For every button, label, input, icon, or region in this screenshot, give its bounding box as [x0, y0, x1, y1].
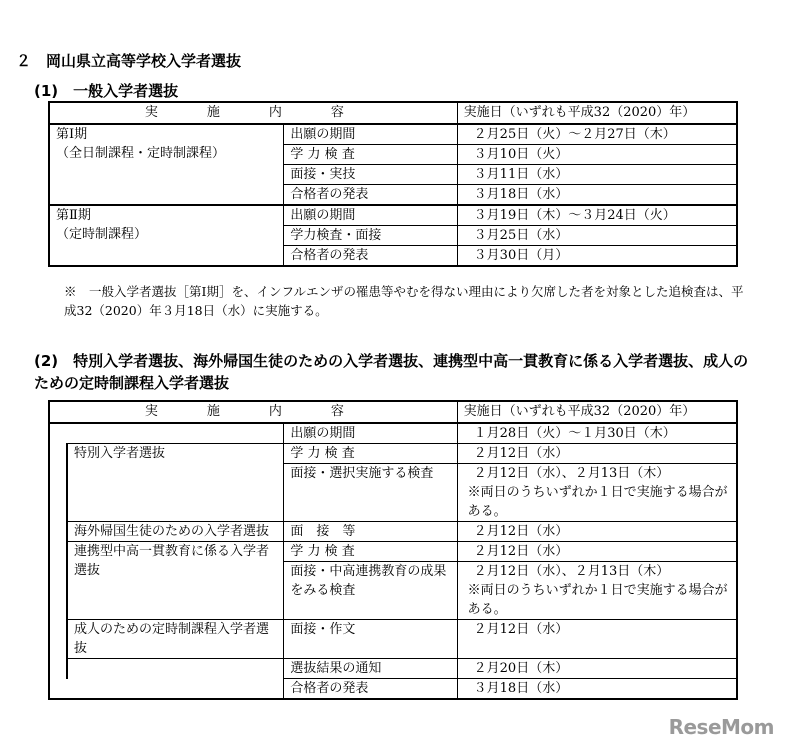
date-cell: ３月25日（水） [457, 226, 737, 246]
spacer-cell [49, 423, 67, 659]
date-cell: ３月18日（水） [457, 185, 737, 206]
spacer-cell [49, 679, 67, 700]
date-cell: ３月18日（水） [457, 679, 737, 700]
watermark-logo: ReseMom [668, 715, 774, 739]
group-label [49, 205, 284, 266]
header-content: 実 施 内 容 [49, 102, 457, 124]
subsection-heading-general: (1) 一般入学者選抜 [34, 82, 179, 100]
date-cell: ３月19日（木）～３月24日（火） [457, 205, 737, 226]
item-cell: 面接・実技 [284, 165, 457, 185]
header-content: 実 施 内 容 [49, 401, 457, 423]
footnote: ※ 一般入学者選抜［第Ⅰ期］を、インフルエンザの罹患等やむを得ない理由により欠席した者を対象とした追検査は、平成32（2020）年３月18日（水）に実施する。 [64, 284, 744, 318]
header-date: 実施日（いずれも平成32（2020）年） [457, 401, 737, 423]
item-cell: 学 力 検 査 [284, 542, 457, 562]
item-cell: 選抜結果の通知 [284, 659, 457, 679]
date-note: ※両日のうちいずれか１日で実施する場合がある。 [457, 581, 737, 620]
item-cell: 面接・作文 [284, 620, 457, 659]
item-cell: 合格者の発表 [284, 679, 457, 700]
spacer-cell [49, 659, 67, 679]
date-cell: ２月12日（水） [457, 620, 737, 659]
group-label [49, 124, 284, 205]
group-subtitle: （全日制課程・定時制課程） [56, 146, 226, 161]
blank-cell [67, 659, 284, 679]
item-cell: 出願の期間 [284, 124, 457, 145]
date-note: ※両日のうちいずれか１日で実施する場合がある。 [457, 483, 737, 522]
group-title: 第Ⅱ期 [56, 208, 91, 223]
date-cell: ２月12日（水）、２月13日（木） [457, 464, 737, 484]
date-cell: ３月10日（火） [457, 145, 737, 165]
date-cell: １月28日（火）～１月30日（木） [457, 423, 737, 444]
group-title: 第Ⅰ期 [56, 127, 88, 142]
section-heading: ２ 岡山県立高等学校入学者選抜 [16, 52, 242, 70]
date-cell: ２月12日（水） [457, 444, 737, 464]
subsection-heading-special: (2) 特別入学者選抜、海外帰国生徒のための入学者選抜、連携型中高一貫教育に係る入学者選抜、成人のための定時制課程入学者選抜 [34, 352, 749, 392]
header-date: 実施日（いずれも平成32（2020）年） [457, 102, 737, 124]
item-cell: 学 力 検 査 [284, 444, 457, 464]
item-cell: 学力検査・面接 [284, 226, 457, 246]
date-cell: ３月30日（月） [457, 246, 737, 267]
category-label: 海外帰国生徒のための入学者選抜 [67, 522, 284, 542]
item-cell: 学 力 検 査 [284, 145, 457, 165]
date-cell: ２月12日（水）、２月13日（木） [457, 562, 737, 582]
group-subtitle: （定時制課程） [56, 227, 148, 242]
item-cell: 出願の期間 [284, 205, 457, 226]
item-cell: 合格者の発表 [284, 246, 457, 267]
date-cell: ２月12日（水） [457, 522, 737, 542]
date-cell: ２月12日（水） [457, 542, 737, 562]
item-cell: 面接・選択実施する検査 [284, 464, 457, 522]
item-cell: 面 接 等 [284, 522, 457, 542]
date-cell: ２月25日（火）～２月27日（木） [457, 124, 737, 145]
date-cell: ３月11日（水） [457, 165, 737, 185]
date-cell: ２月20日（木） [457, 659, 737, 679]
item-cell: 面接・中高連携教育の成果をみる検査 [284, 562, 457, 620]
item-cell: 出願の期間 [284, 423, 457, 444]
general-selection-table [48, 101, 738, 267]
category-label: 連携型中高一貫教育に係る入学者選抜 [67, 542, 284, 620]
blank-cell [67, 423, 284, 444]
category-label: 成人のための定時制課程入学者選抜 [67, 620, 284, 659]
category-label: 特別入学者選抜 [67, 444, 284, 522]
item-cell: 合格者の発表 [284, 185, 457, 206]
special-selection-table [48, 400, 738, 700]
blank-cell [67, 679, 284, 700]
